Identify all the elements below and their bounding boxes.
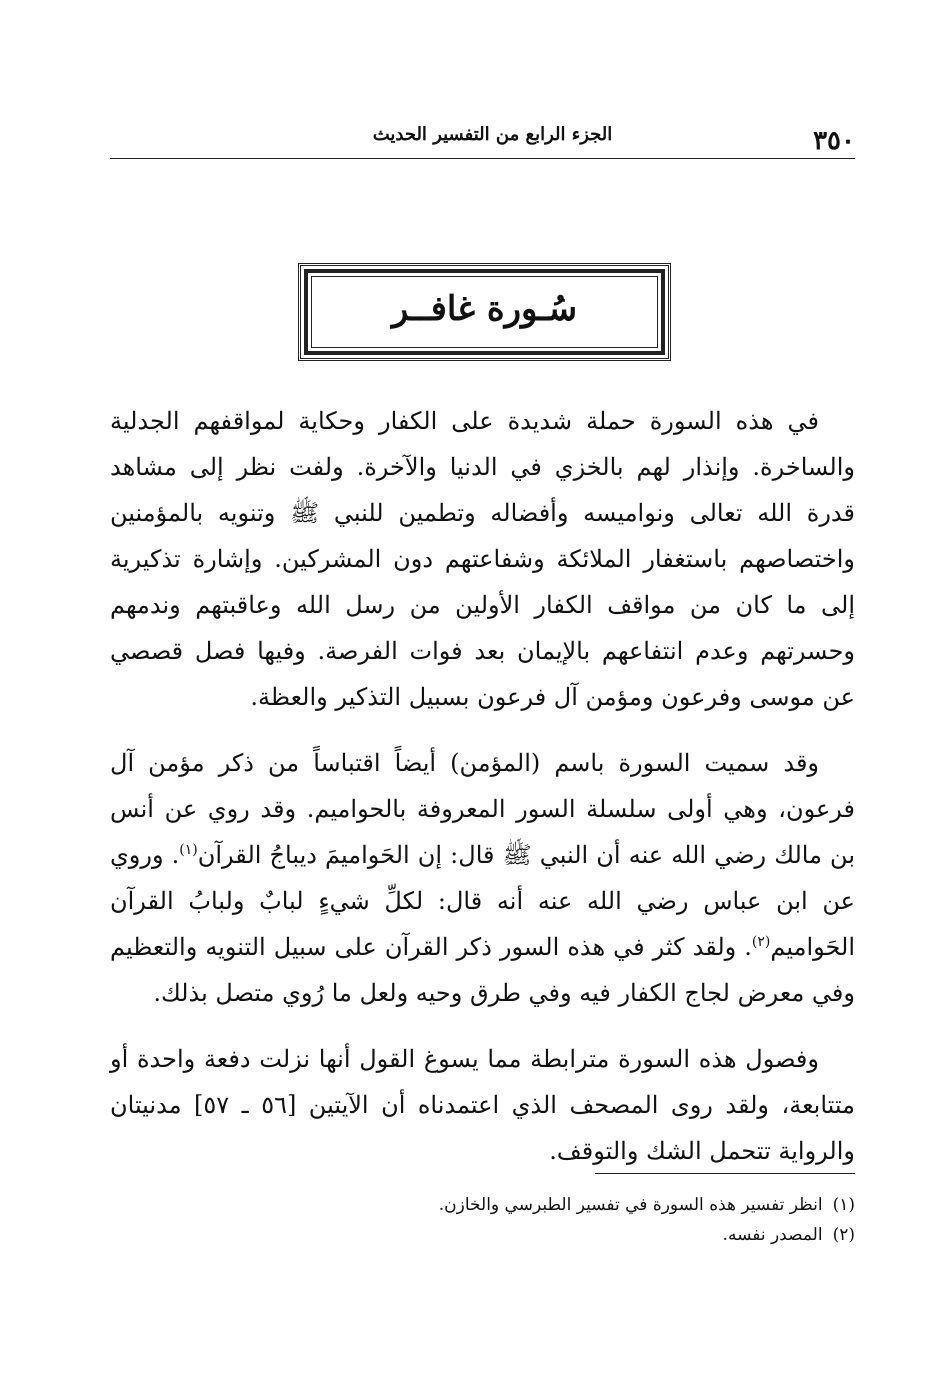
footnote-1-number: (١)	[832, 1195, 855, 1215]
footnote-2-number: (٢)	[832, 1225, 855, 1245]
footnote-1-text: انظر تفسير هذه السورة في تفسير الطبرسي والخازن.	[438, 1195, 823, 1215]
running-title: الجزء الرابع من التفسير الحديث	[372, 124, 613, 145]
header-rule	[110, 158, 855, 159]
paragraph-2-part-a: وقد سميت السورة باسم (المؤمن) أيضاً اقتباساً من ذكر مؤمن آل فرعون، وهي أولى سلسلة السور المعروفة بالحواميم. وقد روي عن أنس بن مالك رضي الله عنه أن النبي ﷺ قال: إن الحَواميمَ ديباجُ القرآن	[110, 749, 855, 869]
paragraph-2-part-c: . ولقد كثر في هذه السور ذكر القرآن على سبيل التنويه والتعظيم وفي معرض لجاج الكفار فيه وفي طرق وحيه ولعل ما رُوي متصل بذلك.	[110, 933, 855, 1007]
footnote-ref-2: (٢)	[751, 934, 771, 950]
page-number: ٣٥٠	[813, 126, 855, 156]
footnote-rule	[595, 1173, 855, 1174]
page-header	[110, 118, 855, 158]
footnote-2	[110, 1220, 855, 1250]
paragraph-3: وفصول هذه السورة مترابطة مما يسوغ القول أنها نزلت دفعة واحدة أو متتابعة، ولقد روى المصحف الذي اعتمدناه أن الآيتين [٥٦ ـ ٥٧] مدنيتان والرواية تتحمل الشك والتوقف.	[110, 1045, 856, 1165]
body-text	[110, 398, 855, 1194]
footnote-1	[110, 1190, 855, 1220]
footnotes	[110, 1190, 855, 1250]
title-frame-inner	[304, 269, 665, 355]
surah-title: سُـورة غافــر	[391, 289, 578, 329]
title-frame	[298, 263, 671, 361]
paragraph-1: في هذه السورة حملة شديدة على الكفار وحكاية لمواقفهم الجدلية والساخرة. وإنذار لهم بالخزي في الدنيا والآخرة. ولفت نظر إلى مشاهد قدرة الله تعالى ونواميسه وأفضاله وتطمين للنبي ﷺ وتنويه بالمؤمنين واختصاصهم باستغفار الملائكة وشفاعتهم دون المشركين. وإشارة تذكيرية إلى ما كان من مواقف الكفار الأولين من رسل الله وعاقبتهم وندمهم وحسرتهم وعدم انتفاعهم بالإيمان بعد فوات الفرصة. وفيها فصل قصصي عن موسى وفرعون ومؤمن آل فرعون بسبيل التذكير والعظة.	[110, 407, 856, 711]
footnote-ref-1: (١)	[179, 842, 198, 858]
footnote-2-text: المصدر نفسه.	[722, 1225, 823, 1245]
paragraph-2	[110, 740, 855, 1016]
paragraph-2-part-b: . وروي عن ابن عباس رضي الله عنه أنه قال: لكلِّ شيءٍ لبابٌ ولبابُ القرآن الحَواميم	[110, 841, 855, 961]
